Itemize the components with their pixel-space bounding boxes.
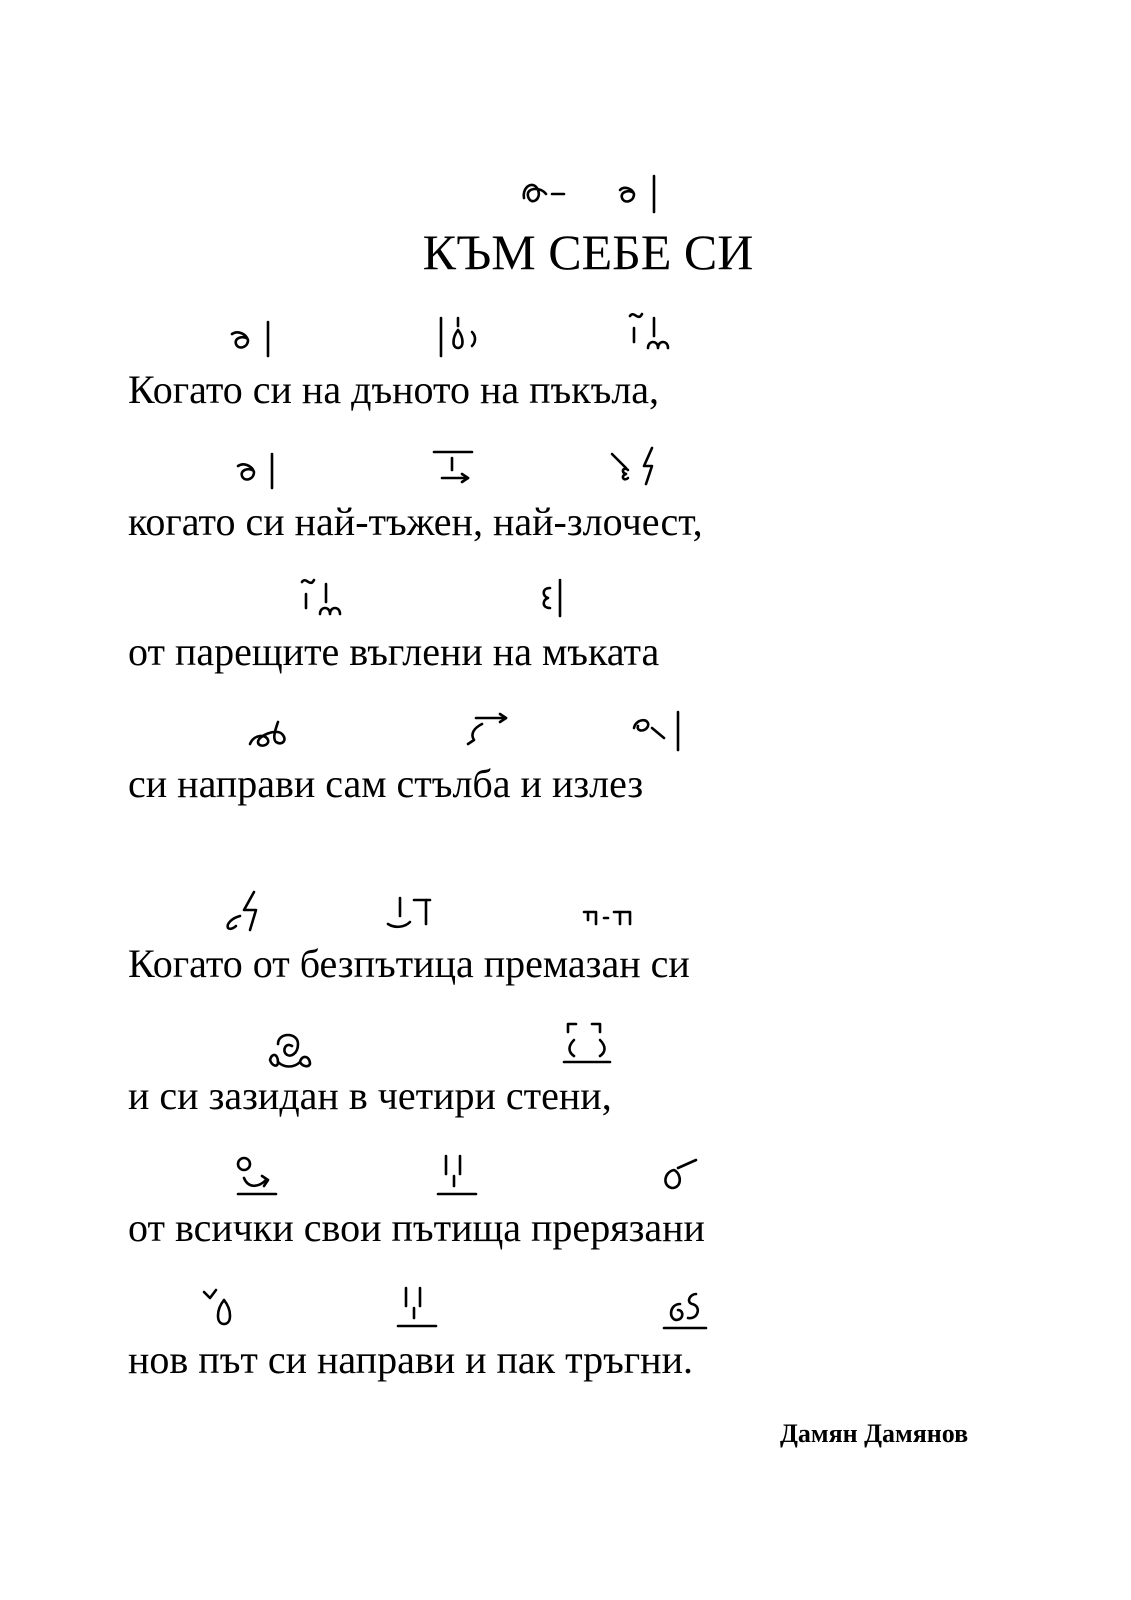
- poem-author: Дамян Дамянов: [780, 1419, 969, 1448]
- neume-icon: [198, 1284, 244, 1332]
- neume-icon: [612, 172, 662, 216]
- neume-icon: [296, 574, 352, 624]
- neume-icon: [264, 1024, 320, 1072]
- neume-icon: [656, 1152, 706, 1196]
- poem-title: КЪМ СЕБЕ СИ: [422, 224, 754, 280]
- neume-icon: [536, 576, 572, 622]
- neume-icon: [628, 706, 688, 756]
- poem-line: от всички свои пътища прерязани: [128, 1205, 705, 1250]
- neume-icon: [624, 308, 680, 358]
- poem-line: Когато от безпътица премазан си: [128, 941, 690, 986]
- neume-icon: [232, 452, 282, 492]
- poem-line: когато си най-тъжен, най-злочест,: [128, 499, 703, 544]
- neume-icon: [606, 444, 662, 488]
- neume-icon: [436, 314, 486, 360]
- neume-icon: [394, 1284, 444, 1332]
- neume-icon: [562, 1018, 618, 1066]
- neume-icon: [660, 1288, 712, 1334]
- neume-icon: [230, 1154, 286, 1200]
- neume-icon: [246, 714, 302, 754]
- neume-icon: [384, 894, 440, 934]
- neume-icon: [220, 888, 270, 936]
- neume-icon: [226, 320, 276, 360]
- poem-line: и си зазидан в четири стени,: [128, 1073, 612, 1118]
- poem-line: си направи сам стълба и излез: [128, 761, 644, 806]
- poem-line: от парещите въглени на мъката: [128, 629, 660, 674]
- neume-icon: [520, 176, 580, 212]
- neume-icon: [434, 1152, 484, 1200]
- neume-icon: [460, 710, 516, 750]
- neume-icon: [430, 448, 480, 490]
- poem-line: Когато си на дъното на пъкъла,: [128, 367, 660, 412]
- poem-line: нов път си направи и пак тръгни.: [128, 1337, 693, 1382]
- neume-icon: [580, 906, 636, 928]
